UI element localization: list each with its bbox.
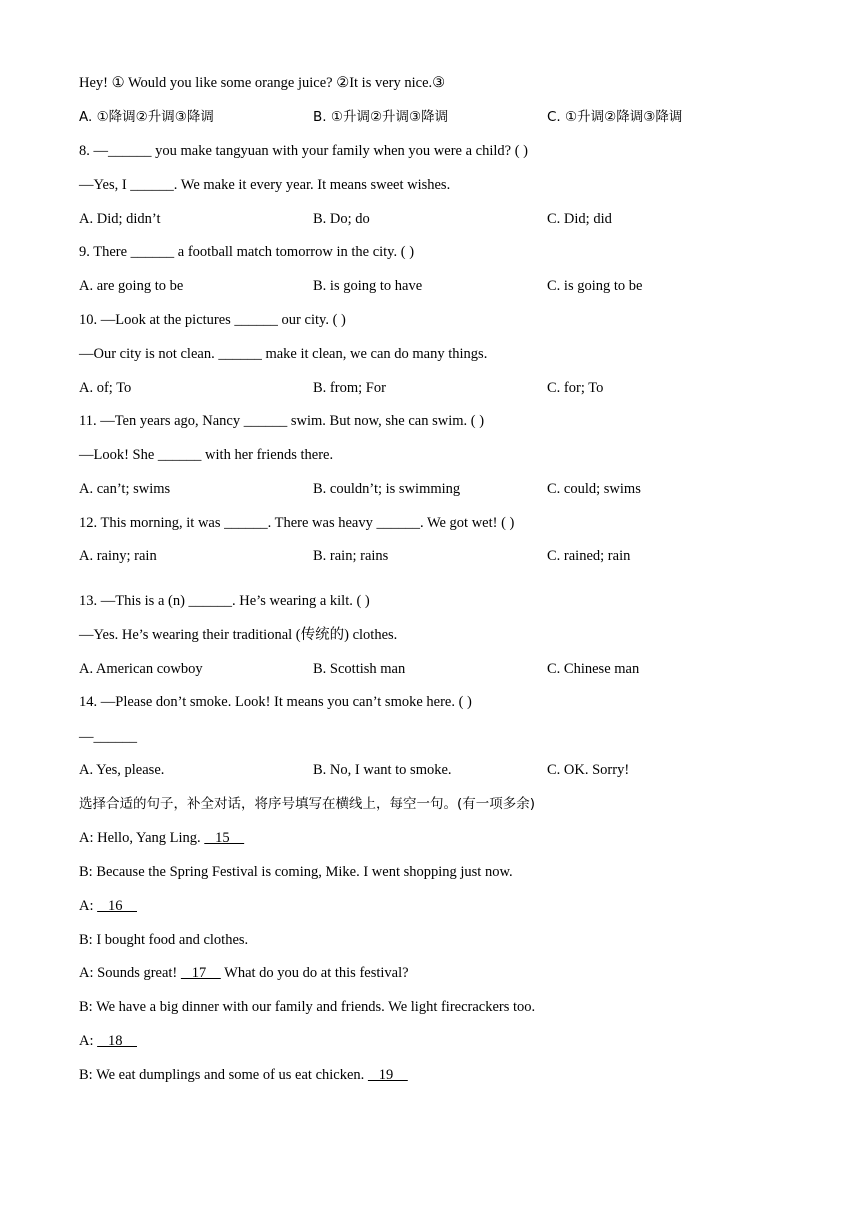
- q12-option-a: A. rainy; rain: [79, 548, 157, 564]
- dialogue-instruction: 选择合适的句子，补全对话，将序号填写在横线上，每空一句。(有一项多余): [79, 796, 536, 812]
- q10-option-a: A. of; To: [79, 380, 132, 396]
- dialogue-text: A:: [79, 1033, 98, 1049]
- q11-reply: —Look! She ______ with her friends there.: [79, 447, 334, 463]
- q14-stem: 14. —Please don’t smoke. Look! It means you can’t smoke here. ( ): [79, 694, 472, 710]
- answer-blank-16[interactable]: 16: [97, 898, 137, 914]
- q14-reply: —______: [79, 729, 137, 745]
- dialogue-text-after: What do you do at this festival?: [220, 965, 409, 981]
- q12-stem: 12. This morning, it was ______. There was heavy ______. We got wet! ( ): [79, 515, 515, 531]
- dialogue-text: B: Because the Spring Festival is coming, Mike. I went shopping just now.: [79, 864, 513, 880]
- q8-stem: 8. —______ you make tangyuan with your family when you were a child? ( ): [79, 143, 528, 159]
- q9-option-b: B. is going to have: [313, 278, 423, 294]
- q9-stem: 9. There ______ a football match tomorrow in the city. ( ): [79, 244, 415, 260]
- dialogue-text: B: We have a big dinner with our family and friends. We light firecrackers too.: [79, 999, 536, 1015]
- dialogue-text: A: Hello, Yang Ling.: [79, 830, 205, 846]
- dialogue-line: [79, 862, 513, 882]
- q10-stem: 10. —Look at the pictures ______ our city. ( ): [79, 312, 346, 328]
- dialogue-line: [79, 963, 409, 983]
- q13-option-a: A. American cowboy: [79, 661, 203, 677]
- q14-option-c: C. OK. Sorry!: [547, 762, 630, 778]
- q7-stem: Hey! ① Would you like some orange juice? ②It is very nice.③: [79, 75, 446, 91]
- q12-option-c: C. rained; rain: [547, 548, 631, 564]
- q9-option-a: A. are going to be: [79, 278, 184, 294]
- dialogue-line: [79, 828, 244, 848]
- dialogue-line: [79, 997, 535, 1017]
- dialogue-line: [79, 896, 137, 916]
- q8-option-b: B. Do; do: [313, 211, 370, 227]
- q8-option-c: C. Did; did: [547, 211, 612, 227]
- q10-reply: —Our city is not clean. ______ make it clean, we can do many things.: [79, 346, 488, 362]
- dialogue-text: B: We eat dumplings and some of us eat chicken.: [79, 1067, 368, 1083]
- q11-option-a: A. can’t; swims: [79, 481, 171, 497]
- q10-option-b: B. from; For: [313, 380, 386, 396]
- dialogue-text: B: I bought food and clothes.: [79, 932, 249, 948]
- dialogue-text: A: Sounds great!: [79, 965, 181, 981]
- dialogue-line: [79, 1065, 408, 1085]
- q14-option-b: B. No, I want to smoke.: [313, 762, 452, 778]
- q10-option-c: C. for; To: [547, 380, 604, 396]
- answer-blank-17[interactable]: 17: [180, 965, 221, 981]
- q9-option-c: C. is going to be: [547, 278, 643, 294]
- q8-option-a: A. Did; didn’t: [79, 211, 161, 227]
- answer-blank-19[interactable]: 19: [367, 1067, 408, 1083]
- q7-option-a: A. ①降调②升调③降调: [79, 109, 214, 125]
- q7-option-c: C. ①升调②降调③降调: [547, 109, 683, 125]
- q13-reply: —Yes. He’s wearing their traditional (传统的) clothes.: [79, 627, 398, 643]
- q14-option-a: A. Yes, please.: [79, 762, 165, 778]
- q7-option-b: B. ①升调②升调③降调: [313, 109, 449, 125]
- q12-option-b: B. rain; rains: [313, 548, 389, 564]
- dialogue-text: A:: [79, 898, 98, 914]
- q13-option-b: B. Scottish man: [313, 661, 406, 677]
- q11-stem: 11. —Ten years ago, Nancy ______ swim. But now, she can swim. ( ): [79, 413, 485, 429]
- q13-stem: 13. —This is a (n) ______. He’s wearing a kilt. ( ): [79, 593, 370, 609]
- dialogue-line: [79, 1031, 137, 1051]
- dialogue-line: [79, 930, 248, 950]
- q11-option-b: B. couldn’t; is swimming: [313, 481, 461, 497]
- q13-option-c: C. Chinese man: [547, 661, 640, 677]
- q8-reply: —Yes, I ______. We make it every year. It means sweet wishes.: [79, 177, 451, 193]
- answer-blank-18[interactable]: 18: [97, 1033, 137, 1049]
- answer-blank-15[interactable]: 15: [204, 830, 245, 846]
- q11-option-c: C. could; swims: [547, 481, 641, 497]
